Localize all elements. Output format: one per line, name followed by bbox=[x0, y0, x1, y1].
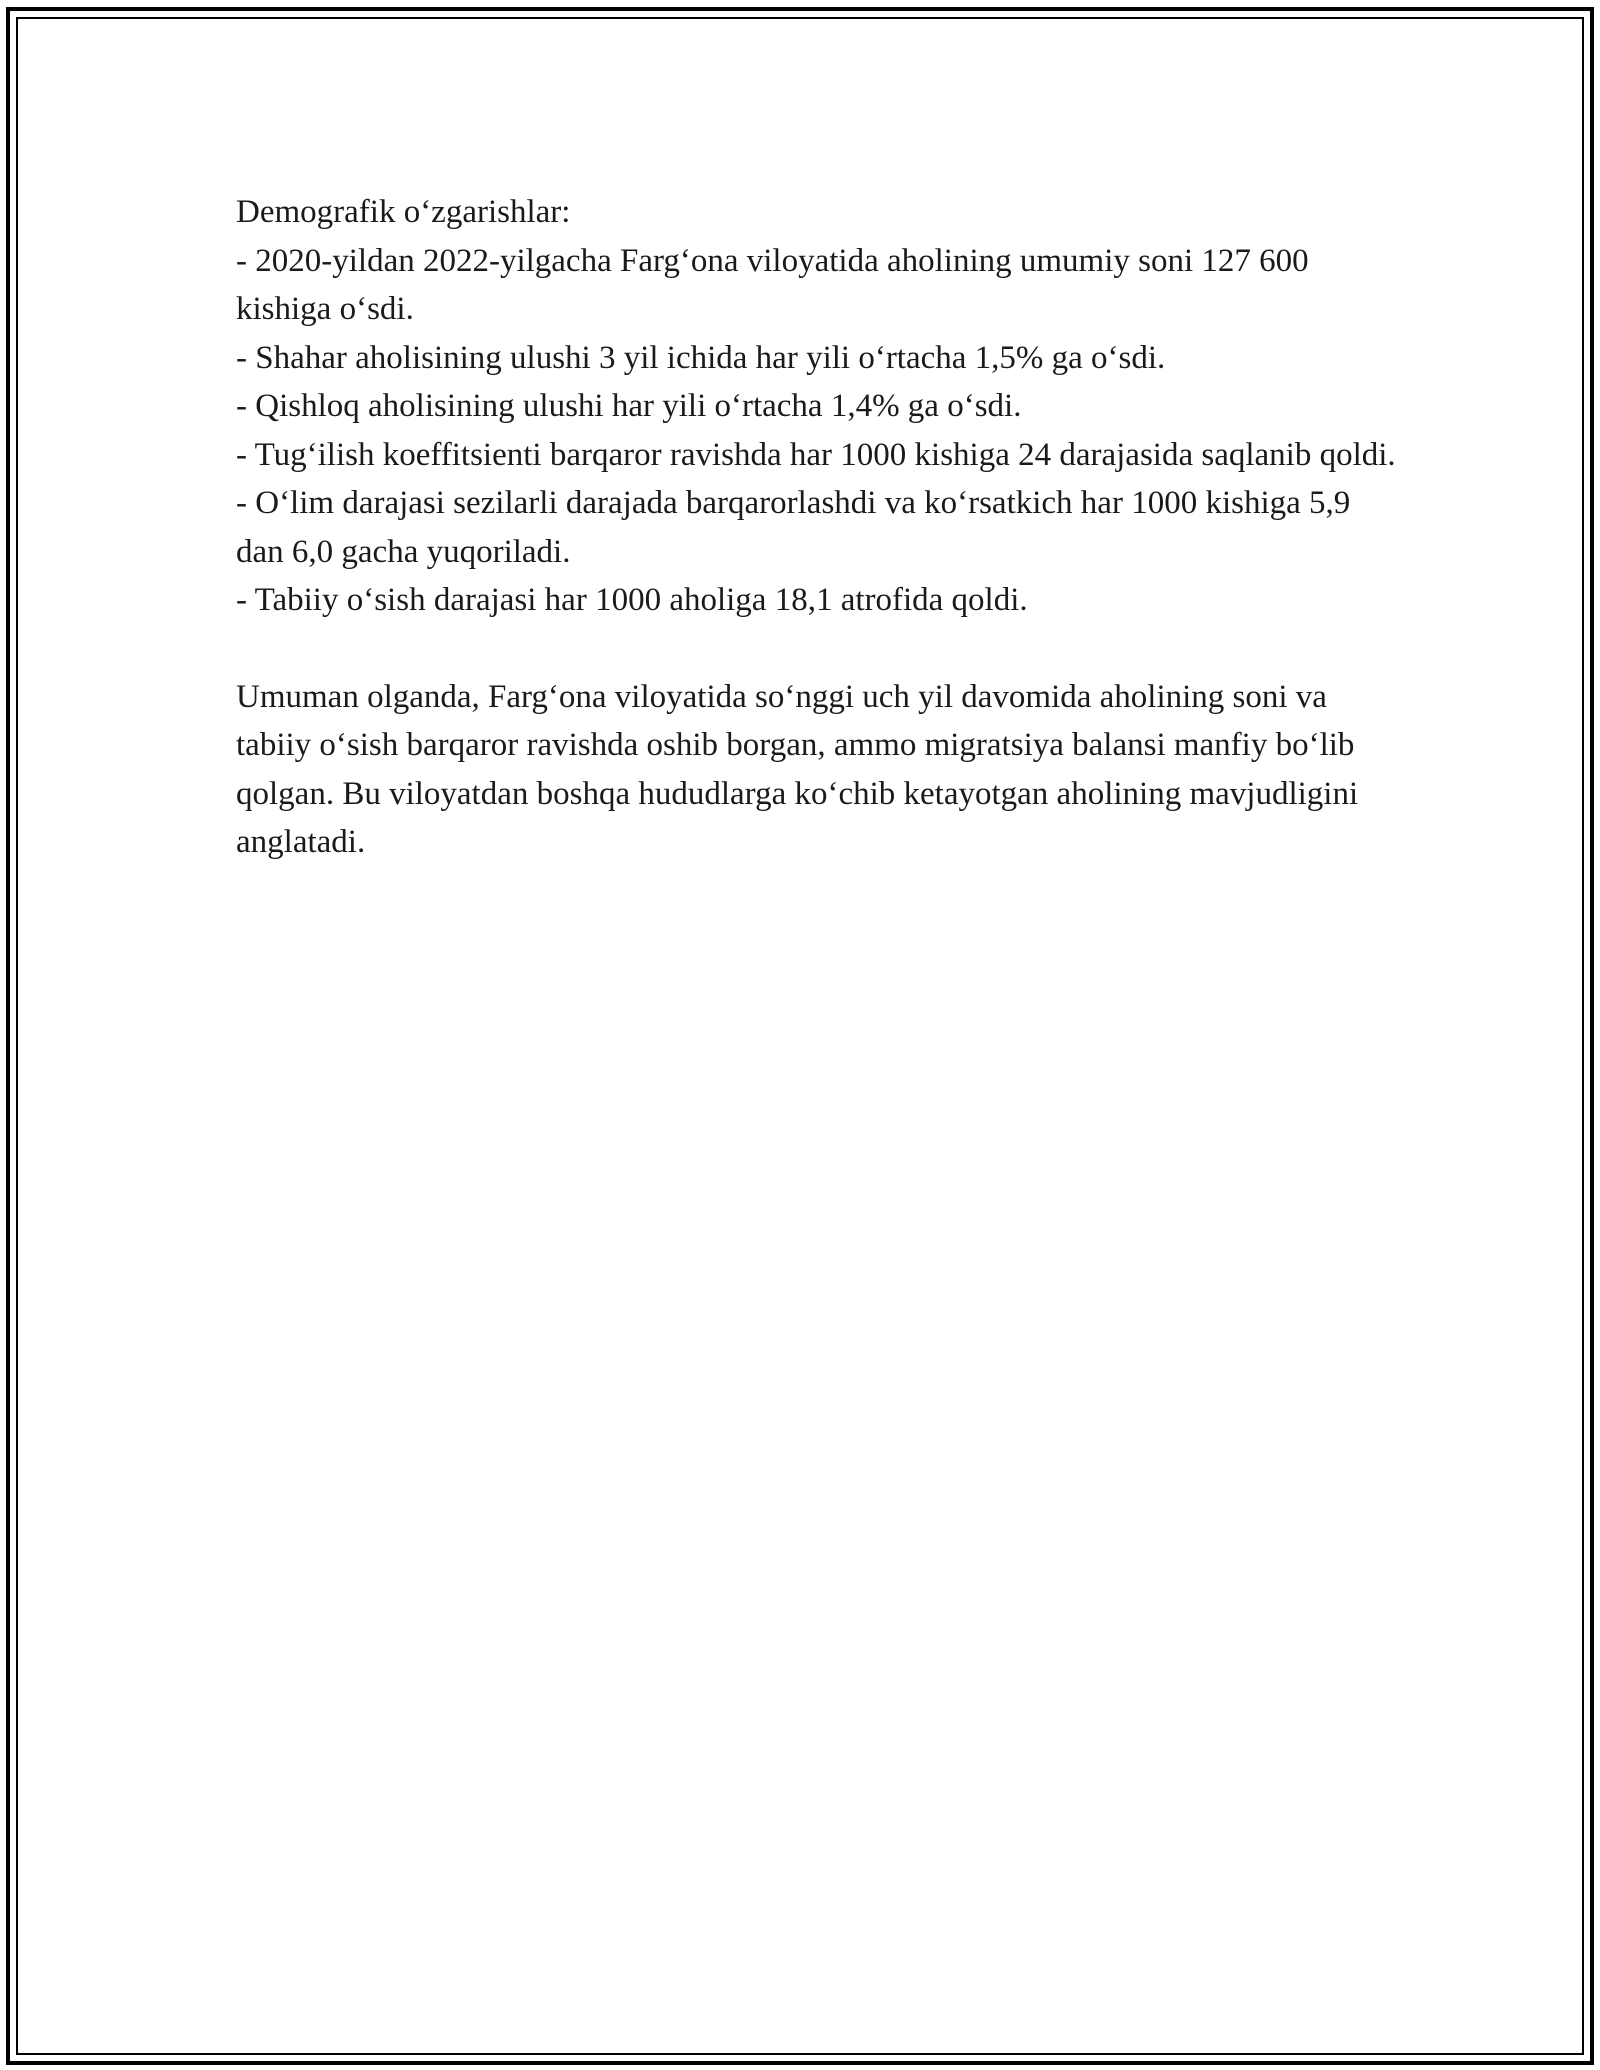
bullet-death-rate: - Oʻlim darajasi sezilarli darajada barqarorlashdi va koʻrsatkich har 1000 kishiga 5,9 dan 6,0 gacha yuqoriladi. bbox=[236, 485, 1351, 570]
bullet-birth-rate: - Tugʻilish koeffitsienti barqaror ravishda har 1000 kishiga 24 darajasida saqlanib qoldi. bbox=[236, 436, 1396, 473]
document-body bbox=[236, 188, 1396, 867]
bullet-rural-share: - Qishloq aholisining ulushi har yili oʻrtacha 1,4% ga oʻsdi. bbox=[236, 388, 1022, 424]
section-heading: Demografik oʻzgarishlar: bbox=[236, 194, 571, 230]
bullet-urban-share: - Shahar aholisining ulushi 3 yil ichida har yili oʻrtacha 1,5% ga oʻsdi. bbox=[236, 339, 1166, 376]
bullet-natural-growth: - Tabiiy oʻsish darajasi har 1000 aholiga 18,1 atrofida qoldi. bbox=[236, 582, 1028, 618]
paragraph-gap bbox=[236, 625, 1396, 673]
conclusion-paragraph: Umuman olganda, Fargʻona viloyatida soʻnggi uch yil davomida aholining soni va tabiiy oʻsish barqaror ravishda oshib borgan, ammo migratsiya balansi manfiy boʻlib qolgan. Bu viloyatdan boshqa hududlarga koʻchib ketayotgan aholining mavjudligini anglatadi. bbox=[236, 678, 1359, 860]
bullet-population-growth: - 2020-yildan 2022-yilgacha Fargʻona viloyatida aholining umumiy soni 127 600 kishiga oʻsdi. bbox=[236, 242, 1309, 327]
